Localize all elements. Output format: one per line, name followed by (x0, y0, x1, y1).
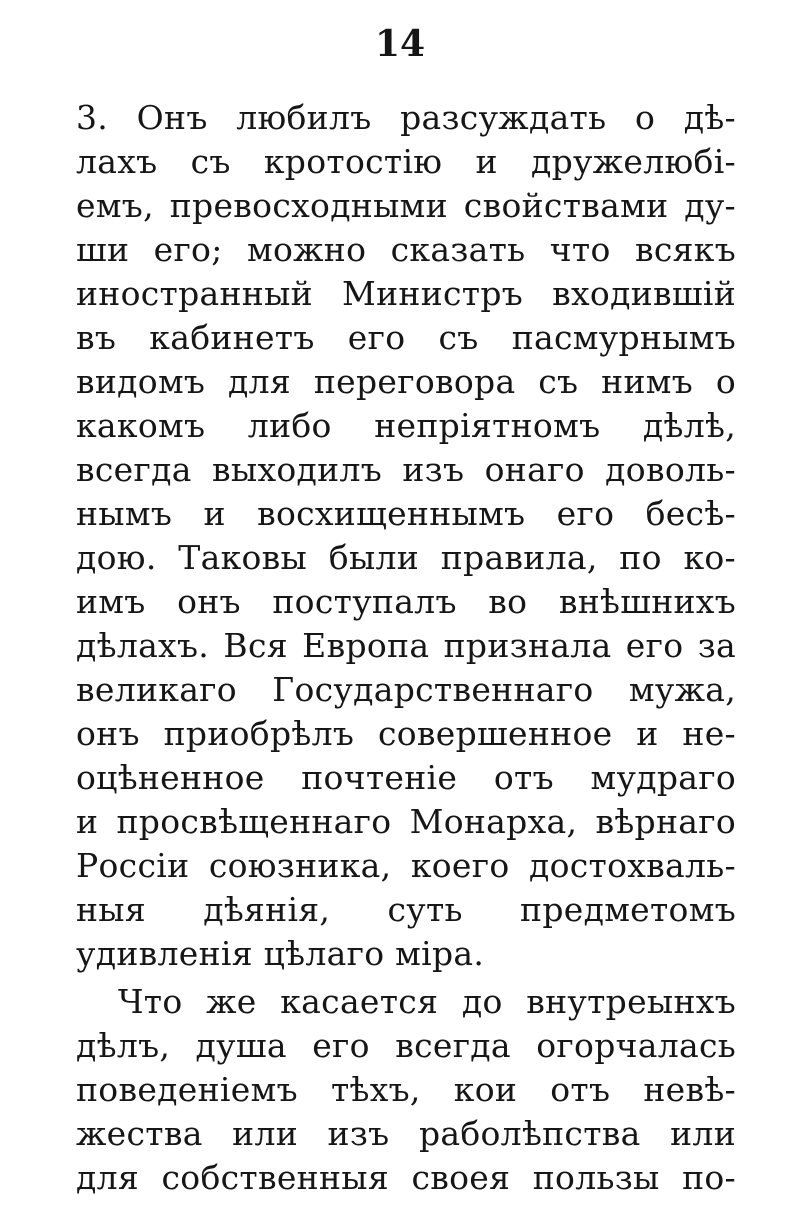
text-line: Что же касается до внутреынхъ (118, 982, 736, 1021)
text-line: иностранный Министръ входившій (76, 274, 736, 313)
text-line: удивленія цѣлаго міра. (76, 934, 485, 973)
text-line: дою. Таковы были правила, по ко- (76, 538, 736, 577)
text-line: нымъ и восхищеннымъ его бесѣ- (76, 494, 736, 533)
text-line: великаго Государственнаго мужа, (76, 670, 736, 709)
text-line: дѣлахъ. Вся Европа признала его за (76, 626, 736, 665)
text-line: какомъ либо непріятномъ дѣлѣ, (76, 406, 736, 445)
page-number: 14 (374, 23, 426, 65)
text-line: оцѣненное почтеніе отъ мудраго (76, 758, 736, 797)
text-line: жества или изъ раболѣпства или (76, 1114, 736, 1153)
text-line: 3. Онъ любилъ разсуждать о дѣ- (76, 98, 736, 137)
text-line: имъ онъ поступалъ во внѣшнихъ (76, 582, 736, 621)
text-line: дѣлъ, душа его всегда огорчалась (76, 1026, 736, 1065)
text-line: онъ приобрѣлъ совершенное и не- (76, 714, 736, 753)
text-line: поведеніемъ тѣхъ, кои отъ невѣ- (76, 1070, 736, 1109)
text-line: лахъ съ кротостію и дружелюбі- (76, 142, 736, 181)
text-line: Россіи союзника, коего достохваль- (76, 846, 736, 885)
text-line: для собственныя своея пользы по- (76, 1158, 736, 1197)
text-line: видомъ для переговора съ нимъ о (76, 362, 736, 401)
text-line: всегда выходилъ изъ онаго доволь- (76, 450, 736, 489)
text-line: ши его; можно сказать что всякъ (76, 230, 736, 269)
text-line: и просвѣщеннаго Монарха, вѣрнаго (76, 802, 736, 841)
text-line: ныя дѣянія, суть предметомъ (76, 890, 736, 929)
text-line: въ кабинетъ его съ пасмурнымъ (76, 318, 736, 357)
text-line: емъ, превосходными свойствами ду- (76, 186, 736, 225)
